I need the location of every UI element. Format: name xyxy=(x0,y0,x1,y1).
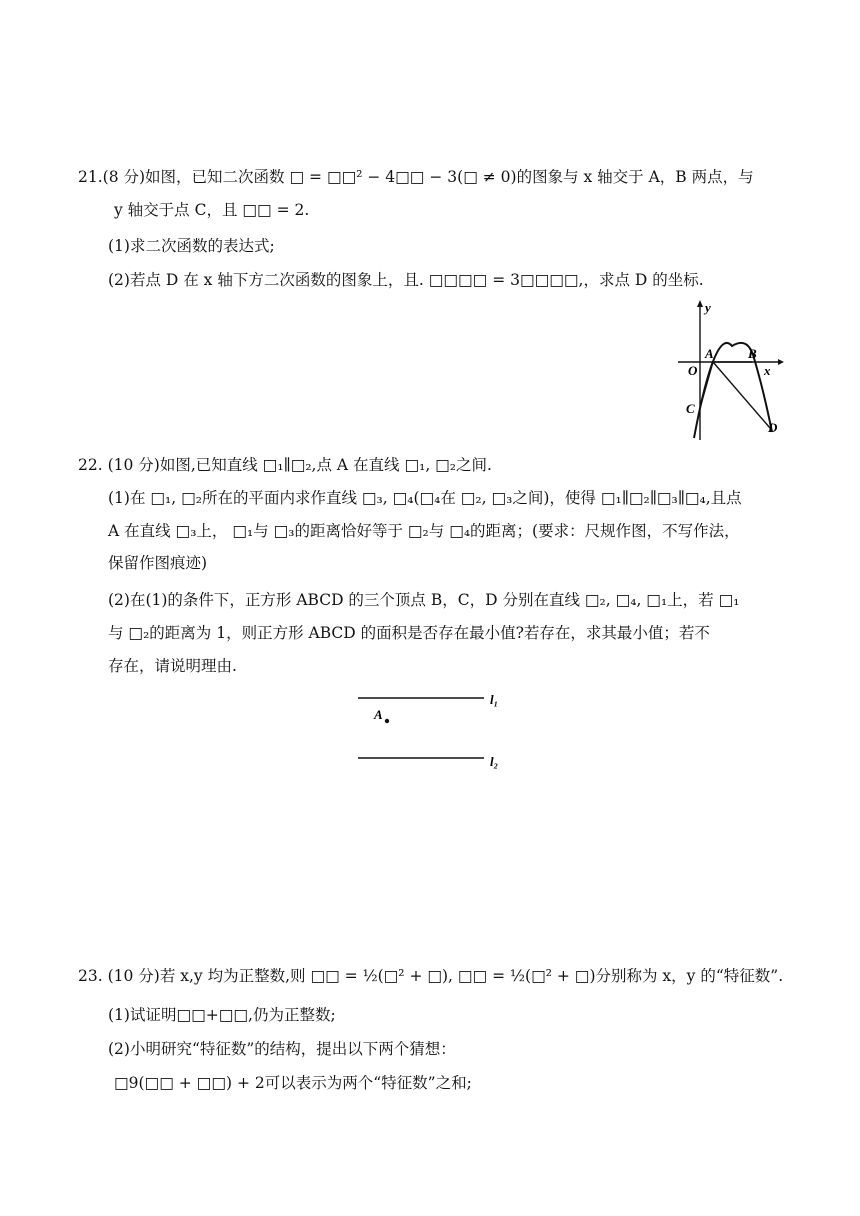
q22-part1-line2: A 在直线 □₃上， □₁与 □₃的距离恰好等于 □₂与 □₄的距离；(要求：尺规作图，不写作法， xyxy=(108,522,740,540)
q23-guess1: □9(□□ + □□) + 2可以表示为两个“特征数”之和; xyxy=(114,1074,472,1092)
q22-part2-line1: (2)在(1)的条件下，正方形 ABCD 的三个顶点 B，C，D 分别在直线 □₂, □₄, □₁上，若 □₁ xyxy=(108,591,740,609)
q22-part2-line3: 存在，请说明理由. xyxy=(108,657,237,675)
y-label: y xyxy=(705,300,711,315)
a-label: A xyxy=(374,707,383,722)
q22-part1-line1: (1)在 □₁, □₂所在的平面内求作直线 □₃, □₄(□₄在 □₂, □₃之间)，使得 □₁∥□₂∥□₃∥□₄,且点 xyxy=(108,489,742,507)
q21-stem-line2: y 轴交于点 C，且 □□ = 2. xyxy=(114,201,310,219)
c-label: C xyxy=(686,401,695,416)
l1-label: l₁ xyxy=(490,692,499,707)
q21-stem-line1: 21.(8 分)如图，已知二次函数 □ = □□² − 4□□ − 3(□ ≠ 0)的图象与 x 轴交于 A，B 两点，与 xyxy=(78,168,754,186)
q22-part1-line3: 保留作图痕迹) xyxy=(108,554,208,572)
a-label: A xyxy=(705,346,714,361)
q23-stem: 23. (10 分)若 x,y 均为正整数,则 □□ = ½(□² + □), □□ = ½(□² + □)分别称为 x，y 的“特征数”. xyxy=(78,967,784,985)
o-label: O xyxy=(688,363,698,378)
l2-label: l₂ xyxy=(490,754,499,769)
segment-ac xyxy=(700,362,713,408)
point-a xyxy=(385,719,389,723)
q22-part2-line2: 与 □₂的距离为 1，则正方形 ABCD 的面积是否存在最小值?若存在，求其最小值；若不 xyxy=(108,624,710,642)
q21-part2: (2)若点 D 在 x 轴下方二次函数的图象上，且. □□□□ = 3□□□□,，求点 D 的坐标. xyxy=(108,271,704,289)
q23-part1: (1)试证明□□+□□,仍为正整数; xyxy=(108,1006,336,1024)
q23-part2: (2)小明研究“特征数”的结构，提出以下两个猜想： xyxy=(108,1040,456,1058)
q22-stem: 22. (10 分)如图,已知直线 □₁∥□₂,点 A 在直线 □₁, □₂之间. xyxy=(78,456,492,474)
segment-ad xyxy=(713,362,770,428)
b-label: B xyxy=(748,346,757,361)
x-axis-arrow xyxy=(778,359,784,365)
d-label: D xyxy=(768,420,778,435)
q21-parabola-figure xyxy=(670,298,790,444)
q22-parallel-lines-figure xyxy=(350,688,510,772)
y-axis-arrow xyxy=(697,300,703,307)
q21-part1: (1)求二次函数的表达式; xyxy=(108,237,275,255)
x-label: x xyxy=(764,363,771,378)
